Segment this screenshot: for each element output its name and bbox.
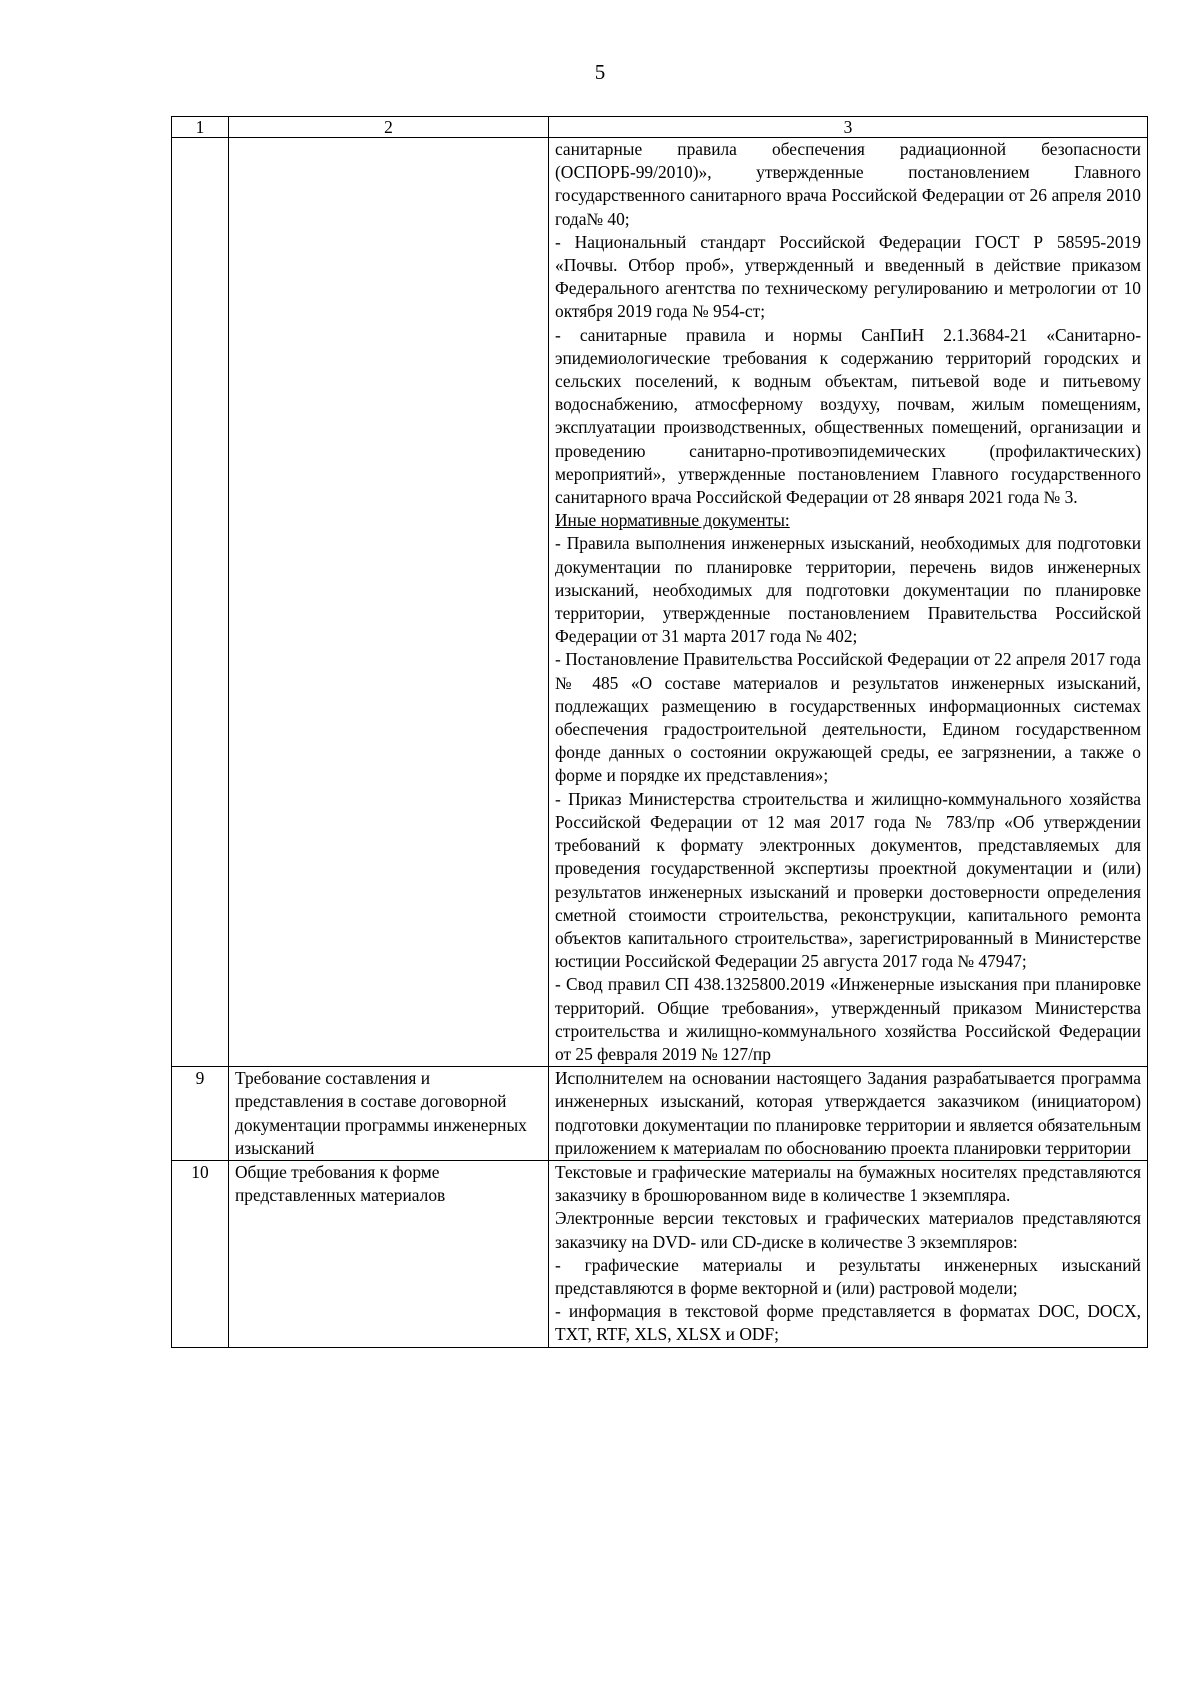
- requirement-name: Требование составления и представления в составе договорной документации программы инженерных изысканий: [229, 1067, 549, 1161]
- content-paragraph: - Приказ Министерства строительства и жилищно-коммунального хозяйства Российской Федерации от 12 мая 2017 года № 783/пр «Об утверждении требований к формату электронных документов, представляемых для проведения государственной экспертизы проектной документации и (или) результатов инженерных изысканий и проверки достоверности определения сметной стоимости строительства, реконструкции, капитального ремонта объектов капитального строительства», зарегистрированный в Министерстве юстиции Российской Федерации 25 августа 2017 года № 47947;: [555, 788, 1141, 972]
- column-header-2: 2: [229, 117, 549, 138]
- subheading-text: Иные нормативные документы:: [555, 510, 790, 531]
- content-paragraph: Электронные версии текстовых и графических материалов представляются заказчику на DVD- или CD-диске в количестве 3 экземпляров:: [555, 1208, 1141, 1252]
- table-row: [172, 138, 1148, 1067]
- content-paragraph: - информация в текстовой форме представляется в форматах DOC, DOCX, TXT, RTF, XLS, XLSX и ODF;: [555, 1301, 1141, 1345]
- row-number: 10: [172, 1160, 229, 1347]
- page-number: 5: [594, 60, 606, 84]
- requirement-content: [549, 1160, 1148, 1347]
- requirements-table: [171, 116, 1148, 1348]
- content-paragraph: - Национальный стандарт Российской Федерации ГОСТ Р 58595-2019 «Почвы. Отбор проб», утвержденный и введенный в действие приказом Федерального агентства по техническому регулированию и метрологии от 10 октября 2019 года № 954-ст;: [555, 231, 1141, 322]
- requirement-name: Общие требования к форме представленных материалов: [229, 1160, 549, 1347]
- table-row: [172, 1067, 1148, 1161]
- row-number: 9: [172, 1067, 229, 1161]
- content-paragraph: - санитарные правила и нормы СанПиН 2.1.3684-21 «Санитарно-эпидемиологические требования к содержанию территорий городских и сельских поселений, к водным объектам, питьевой воде и питьевому водоснабжению, атмосферному воздуху, почвам, жилым помещениям, эксплуатации производственных, общественных помещений, организации и проведению санитарно-противоэпидемических (профилактических) мероприятий», утвержденные постановлением Главного государственного санитарного врача Российской Федерации от 28 января 2021 года № 3.: [555, 324, 1141, 508]
- requirement-name: [229, 138, 549, 1067]
- content-subheading: [555, 509, 1141, 532]
- content-paragraph: - графические материалы и результаты инженерных изысканий представляются в форме векторной и (или) растровой модели;: [555, 1254, 1141, 1298]
- requirement-content: [549, 1067, 1148, 1161]
- table-row: [172, 1160, 1148, 1347]
- content-paragraph: санитарные правила обеспечения радиационной безопасности (ОСПОРБ-99/2010)», утвержденные постановлением Главного государственного санитарного врача Российской Федерации от 26 апреля 2010 года№ 40;: [555, 139, 1141, 229]
- column-header-3: 3: [549, 117, 1148, 138]
- content-paragraph: - Постановление Правительства Российской Федерации от 22 апреля 2017 года № 485 «О составе материалов и результатов инженерных изысканий, подлежащих размещению в государственных информационных системах обеспечения градостроительной деятельности, Едином государственном фонде данных о состоянии окружающей среды, ее загрязнении, а также о форме и порядке их представления»;: [555, 649, 1141, 786]
- requirement-content: [549, 138, 1148, 1067]
- content-paragraph: Исполнителем на основании настоящего Задания разрабатывается программа инженерных изысканий, которая утверждается заказчиком (инициатором) подготовки документации по планировке территории и является обязательным приложением к материалам по обоснованию проекта планировки территории: [555, 1068, 1141, 1158]
- table-header-row: [172, 117, 1148, 138]
- content-paragraph: - Правила выполнения инженерных изысканий, необходимых для подготовки документации по планировке территории, перечень видов инженерных изысканий, необходимых для подготовки документации по планировке территории, утвержденные постановлением Правительства Российской Федерации от 31 марта 2017 года № 402;: [555, 533, 1141, 647]
- content-paragraph: Текстовые и графические материалы на бумажных носителях представляются заказчику в брошюрованном виде в количестве 1 экземпляра.: [555, 1161, 1141, 1206]
- row-number: [172, 138, 229, 1067]
- column-header-1: 1: [172, 117, 229, 138]
- content-paragraph: - Свод правил СП 438.1325800.2019 «Инженерные изыскания при планировке территорий. Общие требования», утвержденный приказом Министерства строительства и жилищно-коммунального хозяйства Российской Федерации от 25 февраля 2019 № 127/пр: [555, 974, 1141, 1064]
